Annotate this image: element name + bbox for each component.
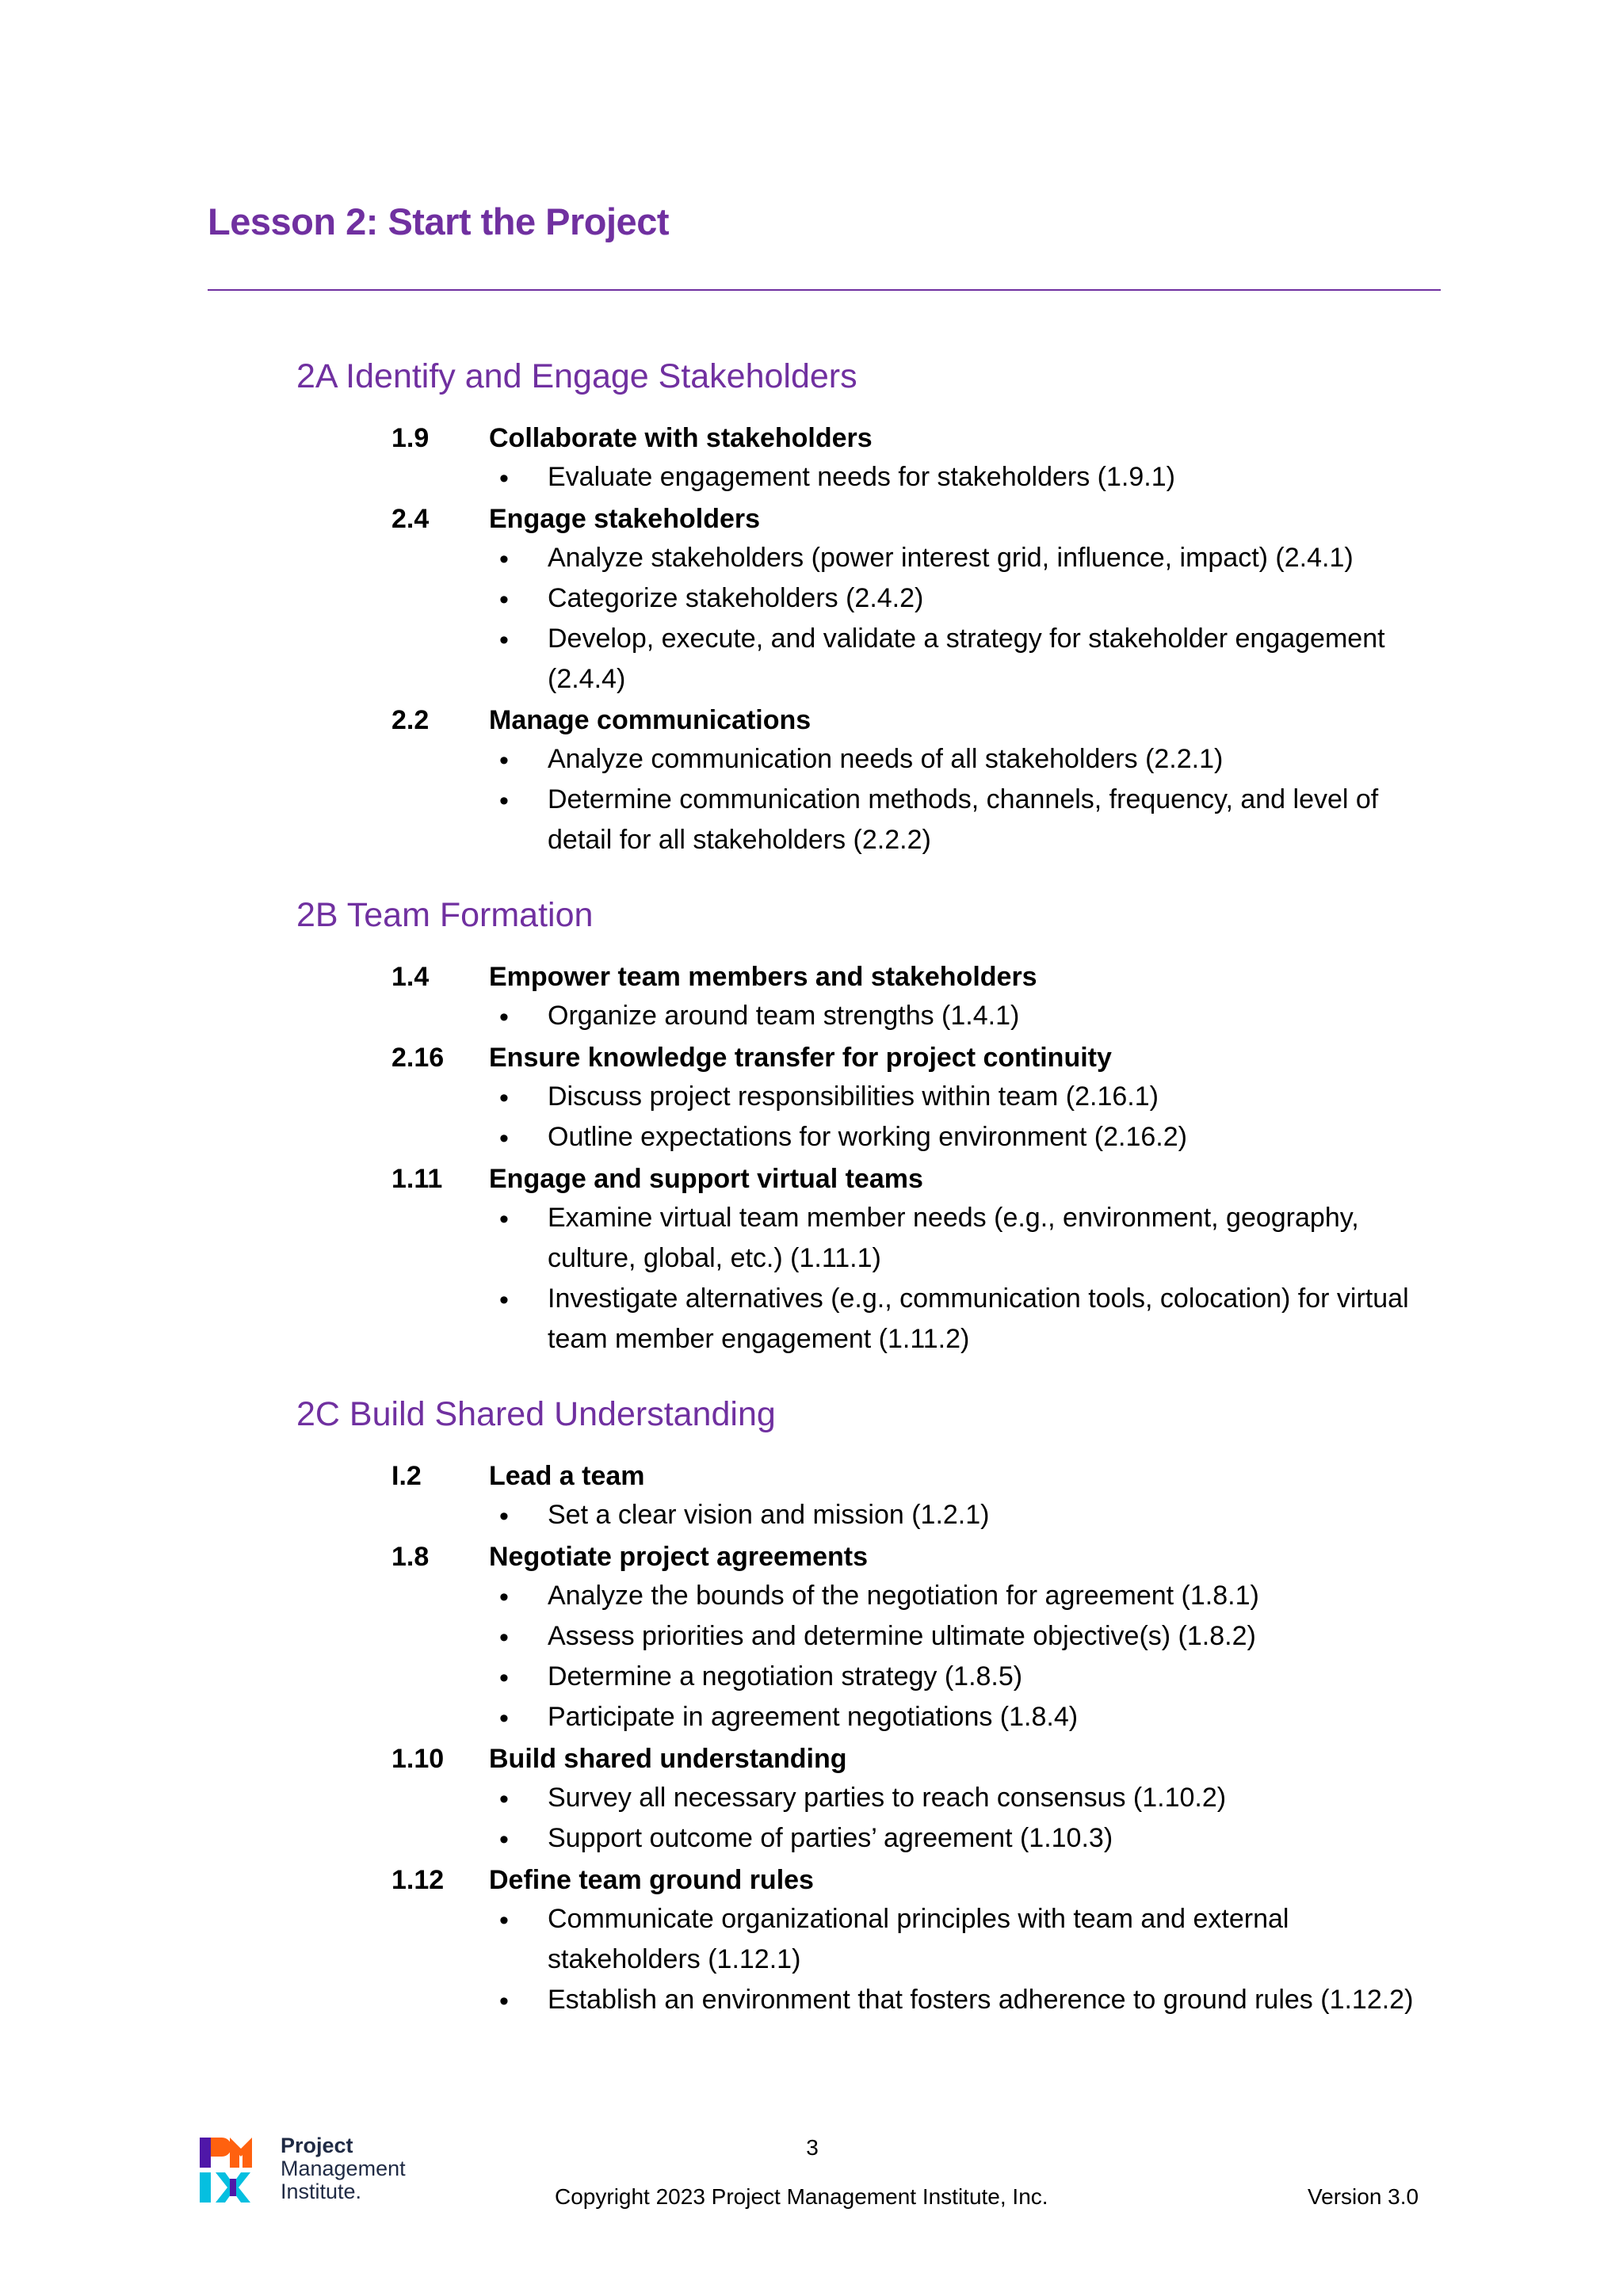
task-title: Define team ground rules — [489, 1865, 814, 1895]
task-title: Engage stakeholders — [489, 504, 761, 534]
task-number: 1.9 — [391, 423, 430, 453]
logo-wordmark — [281, 2134, 406, 2203]
task-number: 1.8 — [391, 1542, 430, 1572]
list-item: Establish an environment that fosters adherence to ground rules (1.12.2) — [548, 1985, 1414, 2015]
bullet-icon: • — [499, 625, 509, 655]
list-item: Support outcome of parties’ agreement (1.10.3) — [548, 1823, 1113, 1853]
task-number: 2.16 — [391, 1043, 445, 1073]
task-title: Lead a team — [489, 1461, 645, 1491]
bullet-icon: • — [499, 544, 509, 574]
list-item: Survey all necessary parties to reach consensus (1.10.2) — [548, 1783, 1227, 1813]
logo-line-1: Project — [281, 2134, 353, 2157]
list-item: Communicate organizational principles with team and external stakeholders (1.12.1) — [548, 1904, 1289, 1974]
bullet-icon: • — [499, 1083, 509, 1113]
bullet-icon: • — [499, 1002, 509, 1032]
bullet-icon: • — [499, 1986, 509, 2016]
bullet-icon: • — [499, 1825, 509, 1855]
list-item: Discuss project responsibilities within team (2.16.1) — [548, 1081, 1159, 1112]
task-number: 2.4 — [391, 504, 430, 534]
task-number: 2.2 — [391, 705, 430, 735]
section-heading: 2C Build Shared Understanding — [296, 1395, 776, 1433]
bullet-icon: • — [499, 1703, 509, 1733]
page-number: 3 — [806, 2135, 819, 2160]
version-text: Version 3.0 — [1308, 2184, 1419, 2209]
bullet-icon: • — [499, 1285, 509, 1315]
list-item: Organize around team strengths (1.4.1) — [548, 1001, 1020, 1031]
copyright-text: Copyright 2023 Project Management Institute, Inc. — [555, 2184, 1048, 2209]
task-number: 1.11 — [391, 1164, 443, 1194]
list-item: Analyze the bounds of the negotiation for agreement (1.8.1) — [548, 1581, 1259, 1611]
page-title: Lesson 2: Start the Project — [208, 200, 669, 242]
task-number: 1.4 — [391, 962, 430, 992]
list-item: Participate in agreement negotiations (1.8.4) — [548, 1702, 1079, 1732]
task-title: Engage and support virtual teams — [489, 1164, 923, 1194]
bullet-icon: • — [499, 1501, 509, 1531]
list-item: Outline expectations for working environment (2.16.2) — [548, 1122, 1187, 1152]
list-item: Determine communication methods, channels, frequency, and level of detail for all stakeholders (2.2.2) — [548, 784, 1379, 855]
bullet-icon: • — [499, 746, 509, 776]
bullet-icon: • — [499, 585, 509, 615]
title-divider — [208, 289, 1441, 291]
list-item: Set a clear vision and mission (1.2.1) — [548, 1500, 990, 1530]
pmi-logo-icon — [198, 2134, 274, 2206]
bullet-icon: • — [499, 786, 509, 816]
logo-line-3: Institute. — [281, 2180, 362, 2203]
bullet-icon: • — [499, 1784, 509, 1814]
task-title: Collaborate with stakeholders — [489, 423, 873, 453]
task-title: Build shared understanding — [489, 1744, 847, 1774]
section-heading: 2B Team Formation — [296, 896, 594, 934]
task-title: Ensure knowledge transfer for project continuity — [489, 1043, 1112, 1073]
list-item: Categorize stakeholders (2.4.2) — [548, 583, 924, 613]
task-title: Empower team members and stakeholders — [489, 962, 1037, 992]
list-item: Analyze communication needs of all stakeholders (2.2.1) — [548, 744, 1224, 774]
list-item: Evaluate engagement needs for stakeholders (1.9.1) — [548, 462, 1175, 492]
list-item: Assess priorities and determine ultimate objective(s) (1.8.2) — [548, 1621, 1256, 1651]
bullet-icon: • — [499, 1905, 509, 1936]
list-item: Develop, execute, and validate a strategy for stakeholder engagement (2.4.4) — [548, 624, 1385, 694]
bullet-icon: • — [499, 1123, 509, 1154]
task-title: Negotiate project agreements — [489, 1542, 869, 1572]
task-number: I.2 — [391, 1461, 422, 1491]
task-title: Manage communications — [489, 705, 812, 735]
bullet-icon: • — [499, 1582, 509, 1612]
list-item: Analyze stakeholders (power interest grid, influence, impact) (2.4.1) — [548, 543, 1354, 573]
pmi-logo — [198, 2134, 428, 2206]
bullet-icon: • — [499, 1623, 509, 1653]
task-number: 1.12 — [391, 1865, 445, 1895]
task-number: 1.10 — [391, 1744, 445, 1774]
list-item: Examine virtual team member needs (e.g., environment, geography, culture, global, etc.) (1.11.1) — [548, 1203, 1359, 1273]
bullet-icon: • — [499, 1204, 509, 1234]
bullet-icon: • — [499, 463, 509, 494]
section-heading: 2A Identify and Engage Stakeholders — [296, 357, 857, 395]
list-item: Determine a negotiation strategy (1.8.5) — [548, 1661, 1023, 1691]
list-item: Investigate alternatives (e.g., communication tools, colocation) for virtual team member engagement (1.11.2) — [548, 1283, 1409, 1354]
logo-line-2: Management — [281, 2157, 406, 2180]
bullet-icon: • — [499, 1663, 509, 1693]
